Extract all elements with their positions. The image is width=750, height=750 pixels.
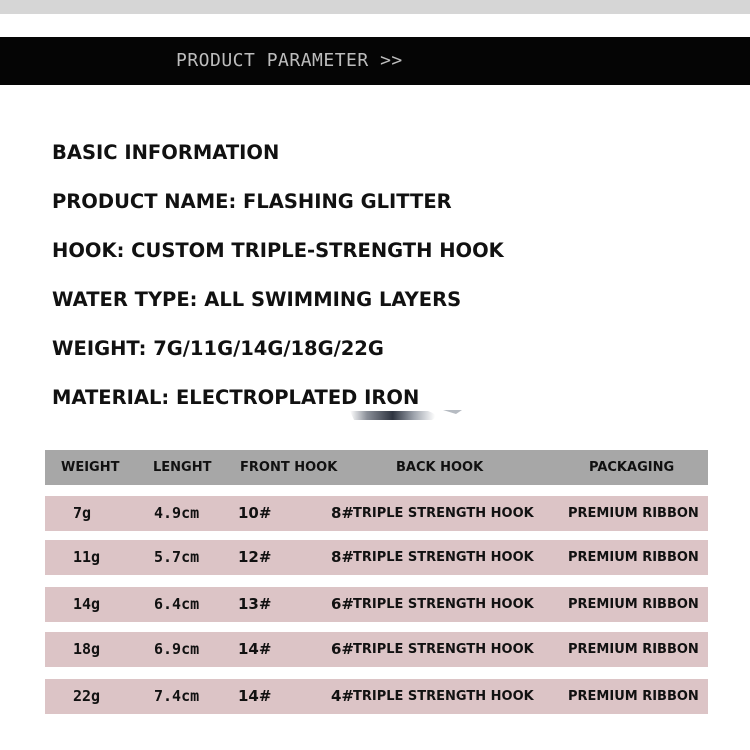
cell-front-hook: 12# <box>238 548 272 566</box>
cell-front-hook: 10# <box>238 504 272 522</box>
info-water-type: WATER TYPE: ALL SWIMMING LAYERS <box>52 288 462 311</box>
cell-back-hook-text: TRIPLE STRENGTH HOOK <box>353 506 534 521</box>
cell-packaging: PREMIUM RIBBON <box>568 642 699 657</box>
info-hook: HOOK: CUSTOM TRIPLE-STRENGTH HOOK <box>52 239 504 262</box>
cell-weight: 14g <box>73 595 101 613</box>
col-header-back-hook: BACK HOOK <box>396 460 484 475</box>
cell-packaging: PREMIUM RIBBON <box>568 689 699 704</box>
cell-front-hook: 14# <box>238 640 272 658</box>
cell-back-hook-text: TRIPLE STRENGTH HOOK <box>353 642 534 657</box>
cell-packaging: PREMIUM RIBBON <box>568 506 699 521</box>
cell-back-hook-text: TRIPLE STRENGTH HOOK <box>353 550 534 565</box>
cell-weight: 22g <box>73 687 101 705</box>
cell-weight: 7g <box>73 504 92 522</box>
info-heading: BASIC INFORMATION <box>52 141 280 164</box>
cell-back-hook-text: TRIPLE STRENGTH HOOK <box>353 689 534 704</box>
cell-back-hook-number: 6# <box>331 640 355 658</box>
info-product-name: PRODUCT NAME: FLASHING GLITTER <box>52 190 452 213</box>
cell-weight: 18g <box>73 640 101 658</box>
col-header-front-hook: FRONT HOOK <box>240 460 338 475</box>
table-row <box>45 679 708 714</box>
cell-length: 6.4cm <box>154 595 200 613</box>
cell-front-hook: 14# <box>238 687 272 705</box>
cell-length: 5.7cm <box>154 548 200 566</box>
info-weight: WEIGHT: 7G/11G/14G/18G/22G <box>52 337 384 360</box>
cell-back-hook-number: 8# <box>331 548 355 566</box>
cell-back-hook-number: 4# <box>331 687 355 705</box>
table-row <box>45 540 708 575</box>
cell-front-hook: 13# <box>238 595 272 613</box>
header-title: PRODUCT PARAMETER >> <box>176 50 403 71</box>
cell-length: 6.9cm <box>154 640 200 658</box>
cell-back-hook-number: 6# <box>331 595 355 613</box>
cell-back-hook-number: 8# <box>331 504 355 522</box>
cell-length: 7.4cm <box>154 687 200 705</box>
col-header-length: LENGHT <box>153 460 212 475</box>
cell-back-hook-text: TRIPLE STRENGTH HOOK <box>353 597 534 612</box>
cell-packaging: PREMIUM RIBBON <box>568 597 699 612</box>
top-strip <box>0 0 750 14</box>
table-row <box>45 587 708 622</box>
table-row <box>45 632 708 667</box>
table-header <box>45 450 708 485</box>
col-header-weight: WEIGHT <box>61 460 120 475</box>
col-header-packaging: PACKAGING <box>589 460 675 475</box>
table-row <box>45 496 708 531</box>
header-bar <box>0 37 750 85</box>
cell-length: 4.9cm <box>154 504 200 522</box>
decorative-lure-fragment <box>348 409 464 421</box>
info-material: MATERIAL: ELECTROPLATED IRON <box>52 386 420 409</box>
basic-information <box>52 128 504 422</box>
cell-packaging: PREMIUM RIBBON <box>568 550 699 565</box>
cell-weight: 11g <box>73 548 101 566</box>
